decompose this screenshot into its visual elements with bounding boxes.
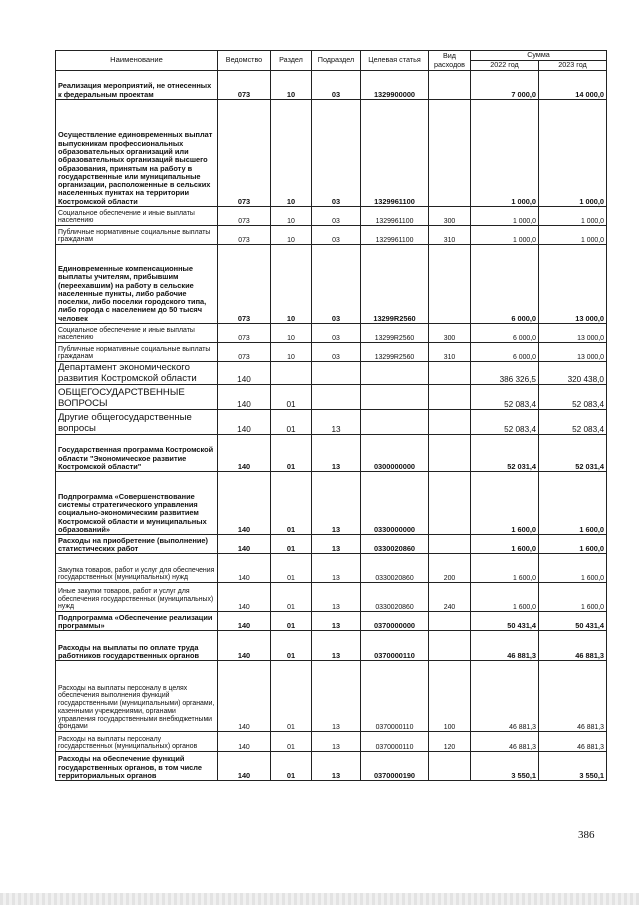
cell-target bbox=[361, 385, 429, 410]
cell-y2023: 13 000,0 bbox=[539, 245, 607, 324]
cell-y2023: 46 881,3 bbox=[539, 661, 607, 732]
cell-name: Расходы на выплаты персоналу в целях обеспечения выполнения функций государственными (муниципальными) органами, казенными учреждениями, органами управления государственными внебюджетными фондами bbox=[56, 661, 218, 732]
cell-y2023: 46 881,3 bbox=[539, 732, 607, 752]
cell-section: 01 bbox=[271, 732, 312, 752]
cell-type bbox=[429, 100, 471, 207]
cell-target: 13299R2560 bbox=[361, 343, 429, 362]
cell-y2023: 13 000,0 bbox=[539, 343, 607, 362]
cell-dept: 140 bbox=[218, 435, 271, 472]
table-row bbox=[56, 554, 607, 583]
cell-target: 1329900000 bbox=[361, 71, 429, 100]
cell-section: 01 bbox=[271, 612, 312, 631]
header-section: Раздел bbox=[271, 51, 312, 71]
cell-target: 1329961100 bbox=[361, 226, 429, 245]
table-row bbox=[56, 385, 607, 410]
table-row bbox=[56, 661, 607, 732]
header-subsection: Подраздел bbox=[312, 51, 361, 71]
cell-subsection: 13 bbox=[312, 554, 361, 583]
header-dept: Ведомство bbox=[218, 51, 271, 71]
cell-target: 0330020860 bbox=[361, 554, 429, 583]
scan-edge-strip bbox=[0, 893, 639, 905]
cell-type bbox=[429, 435, 471, 472]
cell-y2022: 1 000,0 bbox=[471, 226, 539, 245]
cell-target: 1329961100 bbox=[361, 207, 429, 226]
cell-target bbox=[361, 362, 429, 385]
cell-y2023: 1 600,0 bbox=[539, 554, 607, 583]
cell-dept: 073 bbox=[218, 71, 271, 100]
cell-subsection: 03 bbox=[312, 226, 361, 245]
cell-type bbox=[429, 362, 471, 385]
cell-type bbox=[429, 752, 471, 781]
cell-subsection: 03 bbox=[312, 207, 361, 226]
cell-y2023: 1 600,0 bbox=[539, 583, 607, 612]
cell-name: Другие общегосударственные вопросы bbox=[56, 410, 218, 435]
table-row bbox=[56, 752, 607, 781]
cell-dept: 140 bbox=[218, 362, 271, 385]
header-name: Наименование bbox=[56, 51, 218, 71]
cell-dept: 073 bbox=[218, 245, 271, 324]
cell-y2022: 50 431,4 bbox=[471, 612, 539, 631]
cell-subsection: 03 bbox=[312, 343, 361, 362]
cell-dept: 073 bbox=[218, 100, 271, 207]
cell-name: Осуществление единовременных выплат выпускникам профессиональных образовательных организаций или образовательных организаций высшего образования, принятым на работу в государственные или муниципальные организации, расположенные в сельских населенных пунктах на территории Костромской области bbox=[56, 100, 218, 207]
cell-type: 310 bbox=[429, 343, 471, 362]
cell-name: Социальное обеспечение и иные выплаты населению bbox=[56, 207, 218, 226]
cell-section: 01 bbox=[271, 385, 312, 410]
cell-y2023: 320 438,0 bbox=[539, 362, 607, 385]
table-row bbox=[56, 343, 607, 362]
cell-dept: 140 bbox=[218, 631, 271, 661]
cell-type: 200 bbox=[429, 554, 471, 583]
cell-dept: 073 bbox=[218, 343, 271, 362]
cell-y2022: 6 000,0 bbox=[471, 343, 539, 362]
cell-target: 0370000000 bbox=[361, 612, 429, 631]
cell-y2022: 386 326,5 bbox=[471, 362, 539, 385]
cell-y2023: 52 031,4 bbox=[539, 435, 607, 472]
table-row bbox=[56, 631, 607, 661]
cell-section: 10 bbox=[271, 343, 312, 362]
table-row bbox=[56, 410, 607, 435]
cell-type: 240 bbox=[429, 583, 471, 612]
cell-name: Расходы на выплаты по оплате труда работников государственных органов bbox=[56, 631, 218, 661]
cell-section: 10 bbox=[271, 226, 312, 245]
cell-type bbox=[429, 385, 471, 410]
cell-y2023: 52 083,4 bbox=[539, 410, 607, 435]
cell-type: 300 bbox=[429, 324, 471, 343]
cell-type: 120 bbox=[429, 732, 471, 752]
cell-name: Государственная программа Костромской области "Экономическое развитие Костромской области" bbox=[56, 435, 218, 472]
cell-section: 01 bbox=[271, 535, 312, 554]
table-row bbox=[56, 226, 607, 245]
cell-name: Публичные нормативные социальные выплаты гражданам bbox=[56, 226, 218, 245]
cell-dept: 073 bbox=[218, 207, 271, 226]
cell-name: Реализация мероприятий, не отнесенных к федеральным проектам bbox=[56, 71, 218, 100]
cell-section: 10 bbox=[271, 207, 312, 226]
cell-subsection: 13 bbox=[312, 612, 361, 631]
cell-type: 300 bbox=[429, 207, 471, 226]
cell-type: 100 bbox=[429, 661, 471, 732]
cell-name: Закупка товаров, работ и услуг для обеспечения государственных (муниципальных) нужд bbox=[56, 554, 218, 583]
cell-name: Подпрограмма «Обеспечение реализации программы» bbox=[56, 612, 218, 631]
cell-subsection: 13 bbox=[312, 661, 361, 732]
header-expense-type: Вид расходов bbox=[429, 51, 471, 71]
cell-type: 310 bbox=[429, 226, 471, 245]
cell-target bbox=[361, 410, 429, 435]
cell-subsection: 13 bbox=[312, 410, 361, 435]
cell-y2022: 1 600,0 bbox=[471, 472, 539, 535]
cell-subsection: 13 bbox=[312, 472, 361, 535]
cell-y2022: 6 000,0 bbox=[471, 245, 539, 324]
cell-subsection: 13 bbox=[312, 435, 361, 472]
cell-y2022: 7 000,0 bbox=[471, 71, 539, 100]
cell-subsection: 03 bbox=[312, 71, 361, 100]
cell-name: Социальное обеспечение и иные выплаты населению bbox=[56, 324, 218, 343]
cell-section: 01 bbox=[271, 554, 312, 583]
table-row bbox=[56, 732, 607, 752]
cell-section: 10 bbox=[271, 100, 312, 207]
cell-y2023: 1 000,0 bbox=[539, 226, 607, 245]
cell-subsection: 03 bbox=[312, 100, 361, 207]
cell-subsection: 13 bbox=[312, 583, 361, 612]
table-row bbox=[56, 583, 607, 612]
cell-y2022: 52 083,4 bbox=[471, 410, 539, 435]
cell-name: Публичные нормативные социальные выплаты гражданам bbox=[56, 343, 218, 362]
cell-y2022: 52 083,4 bbox=[471, 385, 539, 410]
cell-dept: 140 bbox=[218, 732, 271, 752]
cell-y2023: 14 000,0 bbox=[539, 71, 607, 100]
table-row bbox=[56, 245, 607, 324]
cell-dept: 140 bbox=[218, 554, 271, 583]
cell-target: 0370000110 bbox=[361, 732, 429, 752]
cell-y2023: 1 000,0 bbox=[539, 207, 607, 226]
cell-y2023: 52 083,4 bbox=[539, 385, 607, 410]
cell-y2022: 46 881,3 bbox=[471, 661, 539, 732]
cell-y2023: 50 431,4 bbox=[539, 612, 607, 631]
cell-type bbox=[429, 410, 471, 435]
cell-subsection: 13 bbox=[312, 631, 361, 661]
cell-dept: 140 bbox=[218, 535, 271, 554]
cell-type bbox=[429, 535, 471, 554]
cell-section: 10 bbox=[271, 245, 312, 324]
table-row bbox=[56, 207, 607, 226]
cell-subsection: 13 bbox=[312, 535, 361, 554]
cell-dept: 140 bbox=[218, 583, 271, 612]
table-row bbox=[56, 535, 607, 554]
cell-name: Иные закупки товаров, работ и услуг для обеспечения государственных (муниципальных) нужд bbox=[56, 583, 218, 612]
cell-section: 01 bbox=[271, 410, 312, 435]
cell-y2023: 1 600,0 bbox=[539, 535, 607, 554]
cell-y2022: 46 881,3 bbox=[471, 631, 539, 661]
cell-y2022: 6 000,0 bbox=[471, 324, 539, 343]
header-sum: Сумма bbox=[471, 51, 607, 61]
cell-target: 0370000110 bbox=[361, 631, 429, 661]
cell-dept: 140 bbox=[218, 410, 271, 435]
cell-y2023: 46 881,3 bbox=[539, 631, 607, 661]
cell-y2022: 1 000,0 bbox=[471, 100, 539, 207]
header-target: Целевая статья bbox=[361, 51, 429, 71]
cell-y2022: 3 550,1 bbox=[471, 752, 539, 781]
cell-target: 0370000190 bbox=[361, 752, 429, 781]
cell-y2022: 46 881,3 bbox=[471, 732, 539, 752]
cell-section: 10 bbox=[271, 71, 312, 100]
cell-section: 01 bbox=[271, 435, 312, 472]
table-row bbox=[56, 612, 607, 631]
cell-type bbox=[429, 245, 471, 324]
cell-dept: 140 bbox=[218, 385, 271, 410]
cell-section bbox=[271, 362, 312, 385]
cell-dept: 140 bbox=[218, 752, 271, 781]
cell-y2023: 13 000,0 bbox=[539, 324, 607, 343]
cell-target: 0330020860 bbox=[361, 583, 429, 612]
cell-name: Расходы на обеспечение функций государственных органов, в том числе территориальных органов bbox=[56, 752, 218, 781]
cell-subsection: 03 bbox=[312, 324, 361, 343]
cell-target: 0300000000 bbox=[361, 435, 429, 472]
cell-type bbox=[429, 472, 471, 535]
cell-target: 0370000110 bbox=[361, 661, 429, 732]
cell-subsection: 13 bbox=[312, 752, 361, 781]
cell-name: Расходы на приобретение (выполнение) статистических работ bbox=[56, 535, 218, 554]
cell-y2022: 1 000,0 bbox=[471, 207, 539, 226]
header-year-2023: 2023 год bbox=[539, 61, 607, 71]
cell-subsection bbox=[312, 362, 361, 385]
budget-table bbox=[55, 50, 607, 781]
cell-y2023: 3 550,1 bbox=[539, 752, 607, 781]
cell-section: 10 bbox=[271, 324, 312, 343]
cell-type bbox=[429, 71, 471, 100]
cell-section: 01 bbox=[271, 661, 312, 732]
cell-subsection: 13 bbox=[312, 732, 361, 752]
cell-type bbox=[429, 612, 471, 631]
cell-target: 0330020860 bbox=[361, 535, 429, 554]
cell-target: 0330000000 bbox=[361, 472, 429, 535]
cell-name: Департамент экономического развития Костромской области bbox=[56, 362, 218, 385]
table-row bbox=[56, 362, 607, 385]
table-row bbox=[56, 100, 607, 207]
cell-dept: 140 bbox=[218, 472, 271, 535]
cell-y2023: 1 600,0 bbox=[539, 472, 607, 535]
header-year-2022: 2022 год bbox=[471, 61, 539, 71]
cell-dept: 073 bbox=[218, 324, 271, 343]
cell-dept: 073 bbox=[218, 226, 271, 245]
cell-y2022: 1 600,0 bbox=[471, 583, 539, 612]
cell-dept: 140 bbox=[218, 612, 271, 631]
cell-subsection: 03 bbox=[312, 245, 361, 324]
cell-name: Единовременные компенсационные выплаты учителям, прибывшим (переехавшим) на работу в сельские населенные пункты, либо рабочие поселки, либо поселки городского типа, либо города с населением до 50 тысяч человек bbox=[56, 245, 218, 324]
cell-subsection bbox=[312, 385, 361, 410]
cell-dept: 140 bbox=[218, 661, 271, 732]
cell-y2022: 52 031,4 bbox=[471, 435, 539, 472]
cell-y2022: 1 600,0 bbox=[471, 554, 539, 583]
cell-section: 01 bbox=[271, 752, 312, 781]
cell-y2023: 1 000,0 bbox=[539, 100, 607, 207]
cell-section: 01 bbox=[271, 631, 312, 661]
table-row bbox=[56, 472, 607, 535]
cell-name: Подпрограмма «Совершенствование системы стратегического управления социально-экономическим развитием Костромской области и муниципальных образований» bbox=[56, 472, 218, 535]
cell-y2022: 1 600,0 bbox=[471, 535, 539, 554]
table-row bbox=[56, 71, 607, 100]
cell-section: 01 bbox=[271, 472, 312, 535]
cell-name: Расходы на выплаты персоналу государственных (муниципальных) органов bbox=[56, 732, 218, 752]
page-number: 386 bbox=[578, 829, 595, 841]
cell-type bbox=[429, 631, 471, 661]
cell-target: 13299R2560 bbox=[361, 324, 429, 343]
cell-target: 1329961100 bbox=[361, 100, 429, 207]
cell-name: ОБЩЕГОСУДАРСТВЕННЫЕ ВОПРОСЫ bbox=[56, 385, 218, 410]
table-row bbox=[56, 324, 607, 343]
cell-target: 13299R2560 bbox=[361, 245, 429, 324]
cell-section: 01 bbox=[271, 583, 312, 612]
table-row bbox=[56, 435, 607, 472]
